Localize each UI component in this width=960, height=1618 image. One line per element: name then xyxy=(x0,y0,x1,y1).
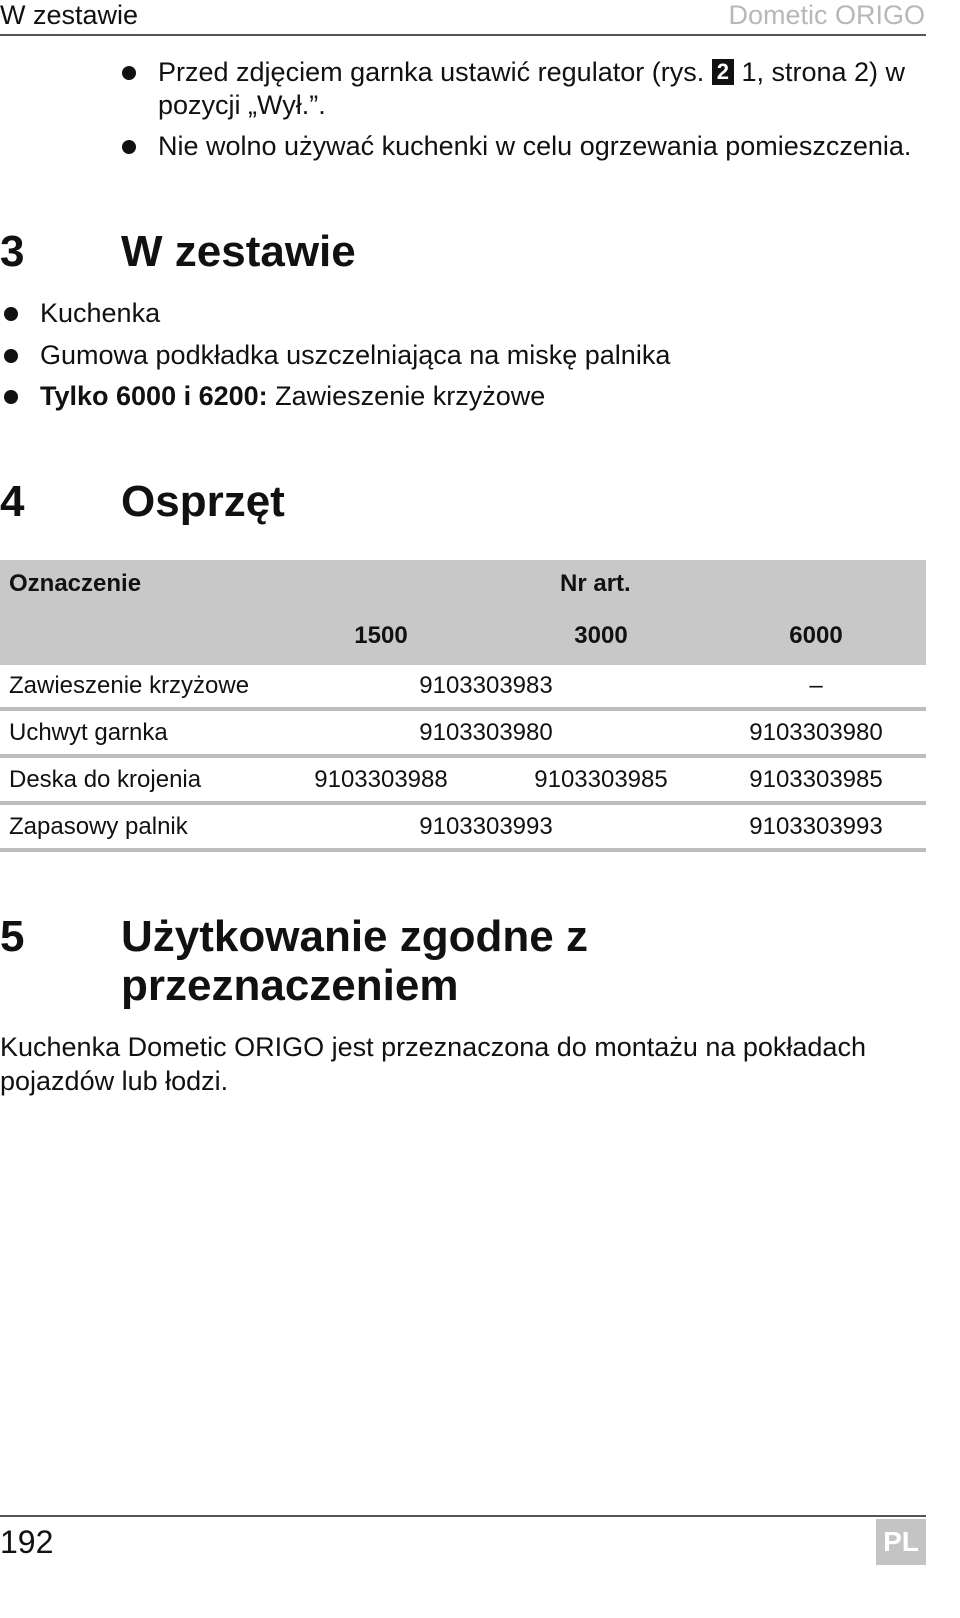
table-row-divider xyxy=(0,754,926,758)
table-header-model-1500: 1500 xyxy=(354,622,408,649)
table-row-3-name: Deska do krojenia xyxy=(9,766,202,793)
running-header-brand: Dometic ORIGO xyxy=(728,0,925,30)
contents-item-3-bold: Tylko 6000 i 6200: xyxy=(40,381,268,411)
section-5-title-line1: Użytkowanie zgodne z xyxy=(121,912,588,961)
bullet-icon xyxy=(4,390,18,404)
intro-bullet-1-line2: pozycji „Wył.”. xyxy=(158,90,326,120)
contents-item-1: Kuchenka xyxy=(40,298,161,328)
table-header-article-no: Nr art. xyxy=(560,570,631,597)
bullet-icon xyxy=(4,349,18,363)
table-row-divider xyxy=(0,707,926,711)
section-4-number: 4 xyxy=(0,477,25,526)
section-3-title: W zestawie xyxy=(121,227,356,276)
table-header-designation: Oznaczenie xyxy=(9,570,142,597)
contents-item-2: Gumowa podkładka uszczelniająca na miskę palnika xyxy=(40,340,671,370)
contents-item-3 xyxy=(40,380,545,413)
intro-bullet-1-text-a: Przed zdjęciem garnka ustawić regulator (rys. xyxy=(158,57,712,87)
footer-divider xyxy=(0,1515,926,1517)
header-divider xyxy=(0,34,926,36)
table-row-2-6000: 9103303980 xyxy=(749,719,883,746)
table-row-4-6000: 9103303993 xyxy=(749,813,883,840)
section-5-paragraph xyxy=(0,1030,926,1098)
section-5-number: 5 xyxy=(0,912,25,961)
table-row-3-6000: 9103303985 xyxy=(749,766,883,793)
table-row-2-name: Uchwyt garnka xyxy=(9,719,168,746)
language-badge: PL xyxy=(876,1519,926,1565)
table-row-2-1500-3000: 9103303980 xyxy=(419,719,553,746)
table-row-4-1500-3000: 9103303993 xyxy=(419,813,553,840)
bullet-icon xyxy=(122,66,136,80)
table-row-3-1500: 9103303988 xyxy=(314,766,448,793)
intro-bullet-1-text-b: 1, strona 2) w xyxy=(733,57,906,87)
page-number: 192 xyxy=(0,1524,54,1560)
section-5-title-line2: przeznaczeniem xyxy=(121,961,459,1010)
section-3-number: 3 xyxy=(0,227,25,276)
bullet-icon xyxy=(4,307,18,321)
paragraph-line-2: pojazdów lub łodzi. xyxy=(0,1066,229,1096)
table-row-1-1500-3000: 9103303983 xyxy=(419,672,553,699)
table-header-model-3000: 3000 xyxy=(574,622,628,649)
paragraph-line-1: Kuchenka Dometic ORIGO jest przeznaczona do montażu na pokładach xyxy=(0,1032,866,1062)
table-row-divider xyxy=(0,801,926,805)
section-4-title: Osprzęt xyxy=(121,477,285,526)
table-row-1-6000: – xyxy=(809,672,823,699)
intro-bullet-2: Nie wolno używać kuchenki w celu ogrzewania pomieszczenia. xyxy=(158,131,912,161)
table-row-3-3000: 9103303985 xyxy=(534,766,668,793)
running-header-title: W zestawie xyxy=(0,0,139,30)
table-row-divider xyxy=(0,848,926,852)
table-row-4-name: Zapasowy palnik xyxy=(9,813,188,840)
table-row-1-name: Zawieszenie krzyżowe xyxy=(9,672,250,699)
intro-bullet-1 xyxy=(158,56,905,89)
figure-ref-badge: 2 xyxy=(712,59,734,85)
contents-item-3-text: Zawieszenie krzyżowe xyxy=(267,381,546,411)
bullet-icon xyxy=(122,140,136,154)
table-header-model-6000: 6000 xyxy=(789,622,843,649)
